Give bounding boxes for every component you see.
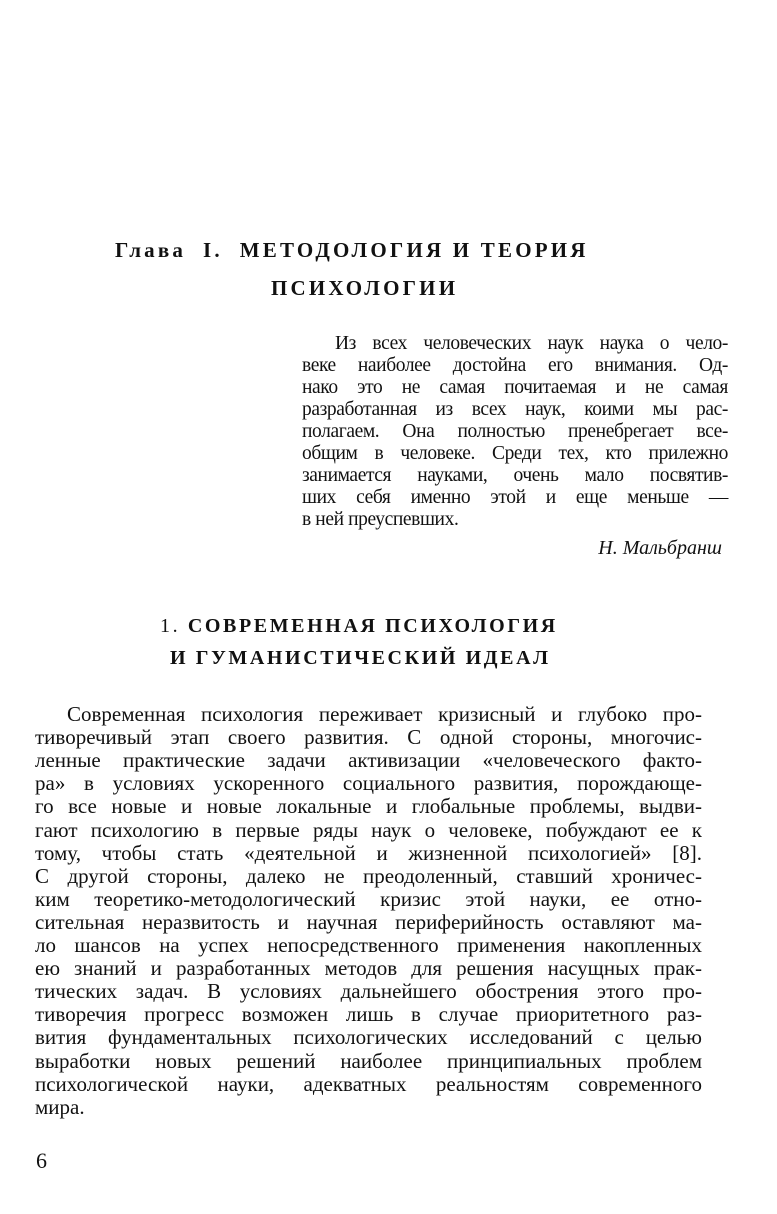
body-line: С другой стороны, далеко не преодоленный, ставший хроничес- <box>35 863 702 888</box>
epigraph-line: общим в человеке. Среди тех, кто прилежно <box>302 443 728 464</box>
section-title-line-2: И ГУМАНИСТИЧЕСКИЙ ИДЕАЛ <box>170 647 551 669</box>
epigraph-line: нако это не самая почитаемая и не самая <box>302 377 728 398</box>
body-line: тиворечия прогресс возможен лишь в случае приоритетного раз- <box>35 1002 702 1027</box>
epigraph-line: веке наиболее достойна его внимания. Од- <box>302 355 728 376</box>
body-line: ленные практические задачи активизации «человеческого факто- <box>35 748 702 773</box>
epigraph-line: в ней преуспевших. <box>302 509 459 530</box>
epigraph-line: разработанная из всех наук, коими мы рас- <box>302 399 728 420</box>
body-line: ра» в условиях ускоренного социального развития, порождающе- <box>35 771 702 796</box>
body-line: выработки новых решений наиболее принципиальных проблем <box>35 1048 702 1073</box>
section-number: 1. <box>160 615 181 637</box>
chapter-title-line-2: ПСИХОЛОГИИ <box>271 276 459 300</box>
epigraph-line: ших себя именно этой и еще меньше — <box>302 487 728 508</box>
body-line: мира. <box>35 1094 85 1119</box>
section-title-line-1 <box>160 615 558 638</box>
body-line: сительная неразвитость и научная периферийность оставляют ма- <box>35 909 702 934</box>
body-line: гают психологию в первые ряды наук о человеке, побуждают ее к <box>35 817 702 842</box>
body-line: Современная психология переживает кризисный и глубоко про- <box>67 702 702 726</box>
body-line: тических задач. В условиях дальнейшего обострения этого про- <box>35 979 702 1004</box>
epigraph-line: Из всех человеческих наук наука о чело- <box>335 333 728 354</box>
body-line: ло шансов на успех непосредственного применения накопленных <box>35 933 702 957</box>
body-line: психологической науки, адекватных реальностям современного <box>35 1071 702 1096</box>
page-number: 6 <box>36 1148 47 1173</box>
body-line: го все новые и новые локальные и глобальные проблемы, выдви- <box>35 794 702 819</box>
body-line: вития фундаментальных психологических исследований с целью <box>35 1025 702 1050</box>
epigraph-author: Н. Мальбранш <box>598 537 722 559</box>
section-title-text: СОВРЕМЕННАЯ ПСИХОЛОГИЯ <box>187 615 558 637</box>
epigraph-line: полагаем. Она полностью пренебрегает все- <box>302 421 728 442</box>
body-line: тому, чтобы стать «деятельной и жизненной психологией» [8]. <box>35 840 702 865</box>
epigraph-line: занимается науками, очень мало посвятив- <box>302 465 728 486</box>
body-line: тиворечивый этап своего развития. С одной стороны, многочис- <box>35 725 702 750</box>
body-line: ею знаний и разработанных методов для решения насущных прак- <box>35 956 702 981</box>
chapter-title-line-1: Глава I. МЕТОДОЛОГИЯ И ТЕОРИЯ <box>115 238 589 262</box>
body-line: ким теоретико-методологический кризис этой науки, ее отно- <box>35 886 702 911</box>
